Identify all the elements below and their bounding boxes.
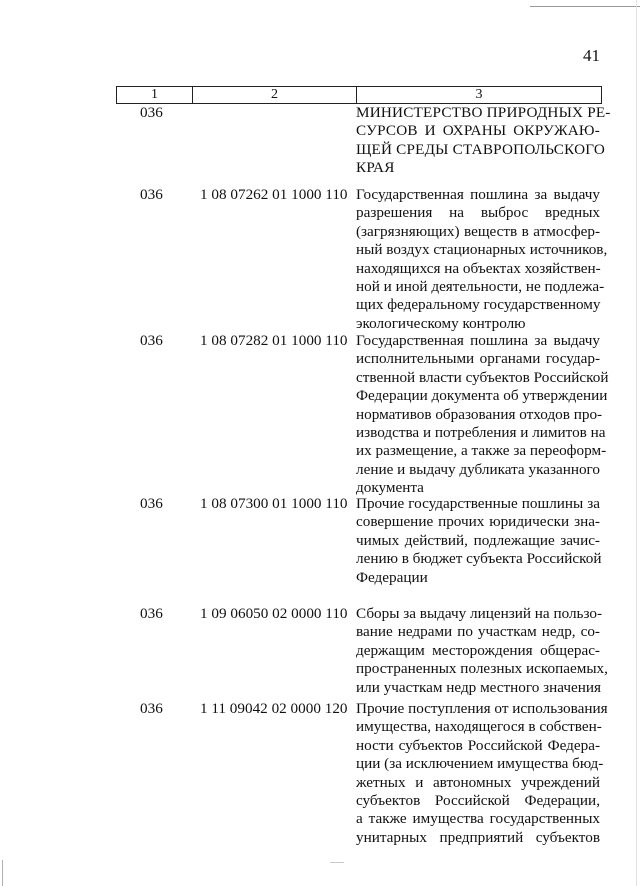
description-line: исполнительными органами государ-	[356, 350, 600, 368]
admin-code: 036	[140, 104, 163, 121]
description-line: совершение прочих юридически зна-	[356, 513, 600, 531]
description-line: пространенных полезных ископаемых,	[356, 660, 608, 678]
description-line: их размещение, а также за переоформ-	[356, 442, 607, 460]
description-line: держащим месторождения общерас-	[356, 641, 600, 659]
revenue-description	[356, 495, 600, 587]
description-line: имущества, находящегося в собствен-	[356, 718, 602, 736]
description-line: Прочие поступления от использования	[356, 700, 608, 717]
description-line: чимых действий, подлежащие зачис-	[356, 531, 600, 549]
budget-class-code: 1 08 07282 01 1000 110	[200, 332, 348, 349]
description-line: жетных и автономных учреждений	[356, 773, 600, 791]
description-line: изводства и потребления и лимитов на	[356, 423, 606, 441]
description-line: ности субъектов Российской Федера-	[356, 736, 600, 754]
description-line: нормативов образования отходов про-	[356, 405, 603, 423]
admin-code: 036	[140, 332, 163, 349]
description-line: ный воздух стационарных источников,	[356, 241, 608, 259]
table-header-row	[116, 86, 602, 104]
description-line: документа	[356, 479, 424, 497]
budget-class-code: 1 08 07300 01 1000 110	[200, 495, 348, 512]
description-line: ственной власти субъектов Российской	[356, 368, 609, 386]
budget-class-code: 1 08 07262 01 1000 110	[200, 186, 348, 203]
table-header-col-1: 1	[117, 87, 193, 103]
description-line: а также имущества государственных	[356, 810, 600, 828]
description-line: ление и выдачу дубликата указанного	[356, 460, 600, 478]
table-row	[116, 332, 609, 497]
description-line: находящихся на объектах хозяйствен-	[356, 259, 601, 277]
description-line: вание недрами по участкам недр, со-	[356, 623, 600, 641]
revenue-description	[356, 186, 608, 333]
table-header-col-3: 3	[475, 87, 483, 102]
description-line: СУРСОВ И ОХРАНЫ ОКРУЖАЮ-	[356, 122, 600, 140]
description-line: Государственная пошлина за выдачу	[356, 186, 600, 203]
scan-artifact-top	[530, 6, 640, 7]
table-row	[116, 104, 611, 186]
table-row	[116, 605, 608, 700]
description-line: МИНИСТЕРСТВО ПРИРОДНЫХ РЕ-	[356, 104, 611, 121]
admin-code: 036	[140, 186, 163, 203]
scan-artifact-left	[2, 860, 3, 886]
budget-class-code: 1 09 06050 02 0000 110	[200, 605, 348, 622]
description-line: Федерации	[356, 568, 428, 586]
scan-artifact-speck	[330, 862, 344, 863]
description-line: ЩЕЙ СРЕДЫ СТАВРОПОЛЬСКОГО	[356, 140, 606, 158]
admin-code: 036	[140, 605, 163, 622]
description-line: КРАЯ	[356, 159, 395, 177]
table-body	[116, 104, 611, 860]
description-line: ной и иной деятельности, не подлежа-	[356, 277, 605, 295]
description-line: унитарных предприятий субъектов	[356, 828, 600, 846]
description-line: экологическому контролю	[356, 314, 526, 332]
scan-artifact-right	[636, 0, 637, 886]
description-line: лению в бюджет субъекта Российской	[356, 550, 602, 568]
description-line: субъектов Российской Федерации,	[356, 791, 600, 809]
description-line: разрешения на выброс вредных	[356, 204, 600, 222]
description-line: ции (за исключением имущества бюд-	[356, 755, 604, 773]
description-line: Прочие государственные пошлины за	[356, 495, 600, 512]
table-row	[116, 186, 608, 332]
description-line: или участкам недр местного значения	[356, 678, 602, 696]
description-line: Федерации документа об утверждении	[356, 387, 608, 405]
admin-code: 036	[140, 495, 163, 512]
budget-class-code: 1 11 09042 02 0000 120	[200, 700, 348, 717]
revenue-description	[356, 605, 608, 697]
description-line: Государственная пошлина за выдачу	[356, 332, 600, 349]
page-number: 41	[583, 46, 600, 65]
table-row	[116, 700, 608, 860]
revenue-description	[356, 104, 611, 178]
description-line: Сборы за выдачу лицензий на пользо-	[356, 605, 603, 622]
table-row	[116, 495, 600, 605]
revenue-description	[356, 700, 608, 847]
admin-code: 036	[140, 700, 163, 717]
revenue-description	[356, 332, 609, 498]
table-header-col-2: 2	[193, 87, 357, 103]
description-line: (загрязняющих) веществ в атмосфер-	[356, 222, 600, 240]
description-line: щих федеральному государственному	[356, 296, 601, 314]
